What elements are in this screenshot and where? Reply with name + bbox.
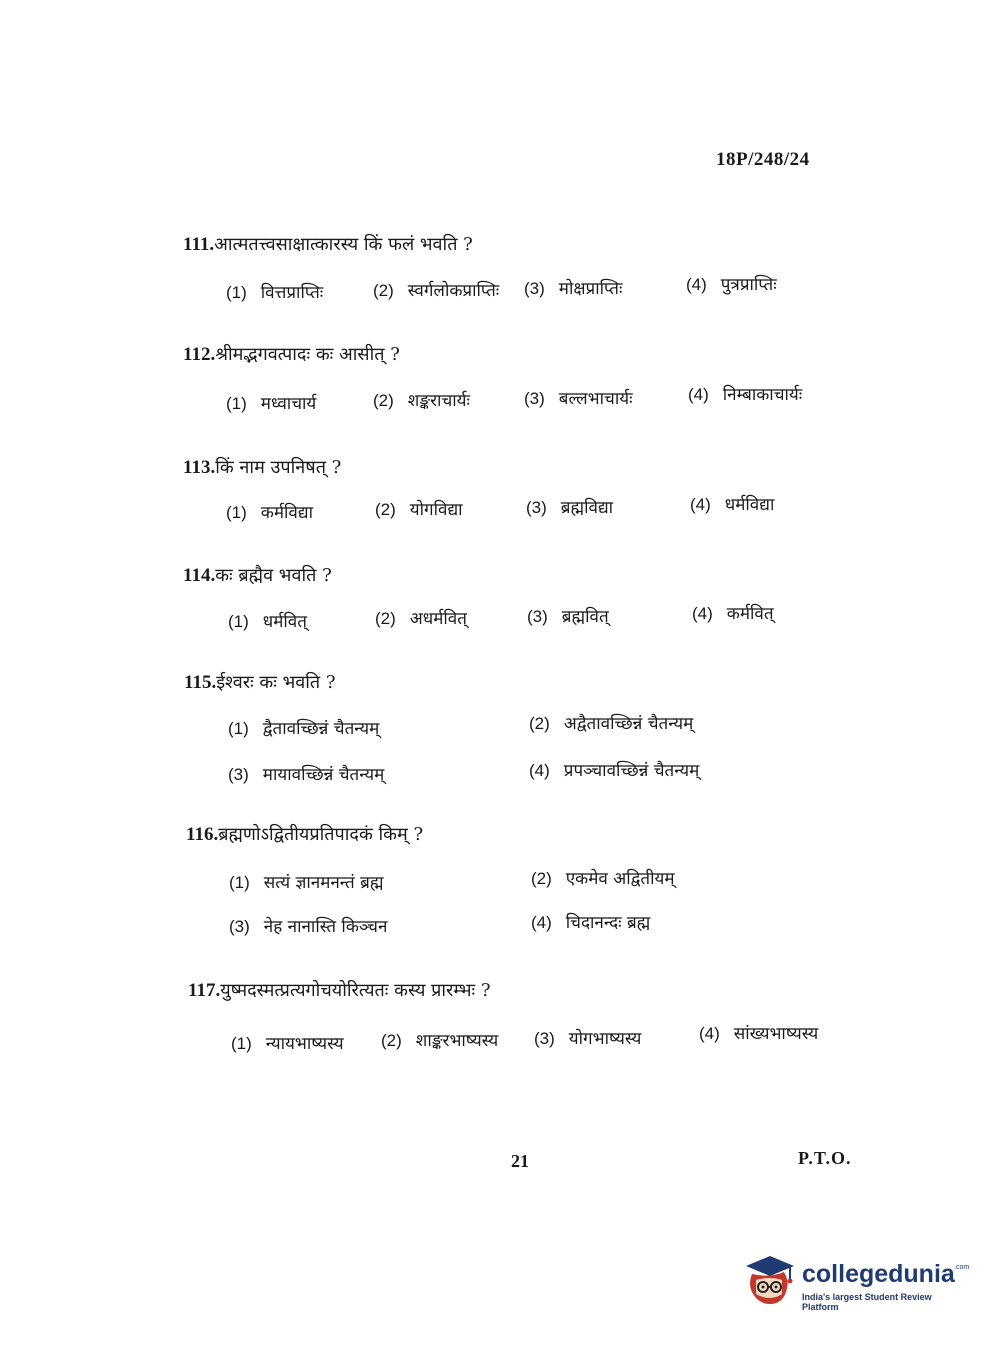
question-stem xyxy=(183,563,332,587)
question-number: 113. xyxy=(183,457,216,478)
option-2: (2) अद्वैतावच्छिन्नं चैतन्यम् xyxy=(529,714,694,734)
option-3: (3) मोक्षप्राप्तिः xyxy=(524,279,623,299)
option-1: (1) मध्वाचार्य xyxy=(226,394,317,414)
option-2: (2) एकमेव अद्वितीयम् xyxy=(531,869,675,889)
option-4: (4) सांख्यभाष्यस्य xyxy=(699,1024,819,1044)
question-text: श्रीमद्भगवत्पादः कः आसीत् ? xyxy=(215,344,400,365)
option-4: (4) प्रपञ्चावच्छिन्नं चैतन्यम् xyxy=(529,761,700,781)
question-number: 112. xyxy=(183,344,216,365)
question-stem xyxy=(183,232,473,256)
option-4: (4) पुत्रप्राप्तिः xyxy=(686,275,777,295)
brand-name: collegedunia xyxy=(802,1260,955,1288)
question-stem xyxy=(184,670,336,694)
question-text: ब्रह्मणोऽद्वितीयप्रतिपादकं किम् ? xyxy=(218,824,424,845)
option-1: (1) कर्मविद्या xyxy=(226,503,313,523)
question-number: 117. xyxy=(188,980,221,1001)
option-3: (3) नेह नानास्ति किञ्चन xyxy=(229,917,388,937)
option-1: (1) धर्मवित् xyxy=(228,612,307,632)
question-text: आत्मतत्त्वसाक्षात्कारस्य किं फलं भवति ? xyxy=(214,234,473,255)
question-number: 116. xyxy=(186,824,219,845)
option-1: (1) द्वैतावच्छिन्नं चैतन्यम् xyxy=(228,719,380,739)
option-2: (2) योगविद्या xyxy=(375,500,463,520)
option-3: (3) योगभाष्यस्य xyxy=(534,1029,642,1049)
option-2: (2) शाङ्करभाष्यस्य xyxy=(381,1031,499,1051)
paper-code: 18P/248/24 xyxy=(716,149,810,170)
question-stem xyxy=(186,822,423,846)
question-text: युष्मदस्मत्प्रत्यगोचयोरित्यतः कस्य प्रारम्भः ? xyxy=(220,980,491,1001)
question-stem xyxy=(183,455,341,479)
option-4: (4) कर्मवित् xyxy=(692,604,774,624)
option-4: (4) चिदानन्दः ब्रह्म xyxy=(531,913,651,933)
question-text: किं नाम उपनिषत् ? xyxy=(215,457,342,478)
option-1: (1) वित्तप्राप्तिः xyxy=(226,283,324,303)
option-2: (2) शङ्कराचार्यः xyxy=(373,391,470,411)
collegedunia-watermark xyxy=(740,1250,970,1310)
option-1: (1) न्यायभाष्यस्य xyxy=(231,1034,344,1054)
option-3: (3) ब्रह्मविद्या xyxy=(526,498,614,518)
option-4: (4) धर्मविद्या xyxy=(690,495,775,515)
mascot-icon xyxy=(740,1250,798,1308)
page-number: 21 xyxy=(511,1151,529,1171)
brand-tagline: India's largest Student Review Platform xyxy=(802,1292,932,1312)
option-4: (4) निम्बाकाचार्यः xyxy=(688,385,803,405)
option-3: (3) बल्लभाचार्यः xyxy=(524,389,633,409)
question-number: 115. xyxy=(184,672,217,693)
pto-label: P.T.O. xyxy=(798,1148,852,1168)
brand-domain: .com xyxy=(954,1264,970,1271)
question-text: कः ब्रह्मैव भवति ? xyxy=(215,565,332,586)
option-3: (3) ब्रह्मवित् xyxy=(527,607,609,627)
option-2: (2) स्वर्गलोकप्राप्तिः xyxy=(373,281,500,301)
question-text: ईश्वरः कः भवति ? xyxy=(216,672,336,693)
option-1: (1) सत्यं ज्ञानमनन्तं ब्रह्म xyxy=(229,873,384,893)
question-stem xyxy=(183,342,400,366)
question-number: 114. xyxy=(183,565,216,586)
option-3: (3) मायावच्छिन्नं चैतन्यम् xyxy=(228,765,385,785)
question-stem xyxy=(188,978,491,1002)
question-number: 111. xyxy=(183,234,215,255)
option-2: (2) अधर्मवित् xyxy=(375,609,467,629)
